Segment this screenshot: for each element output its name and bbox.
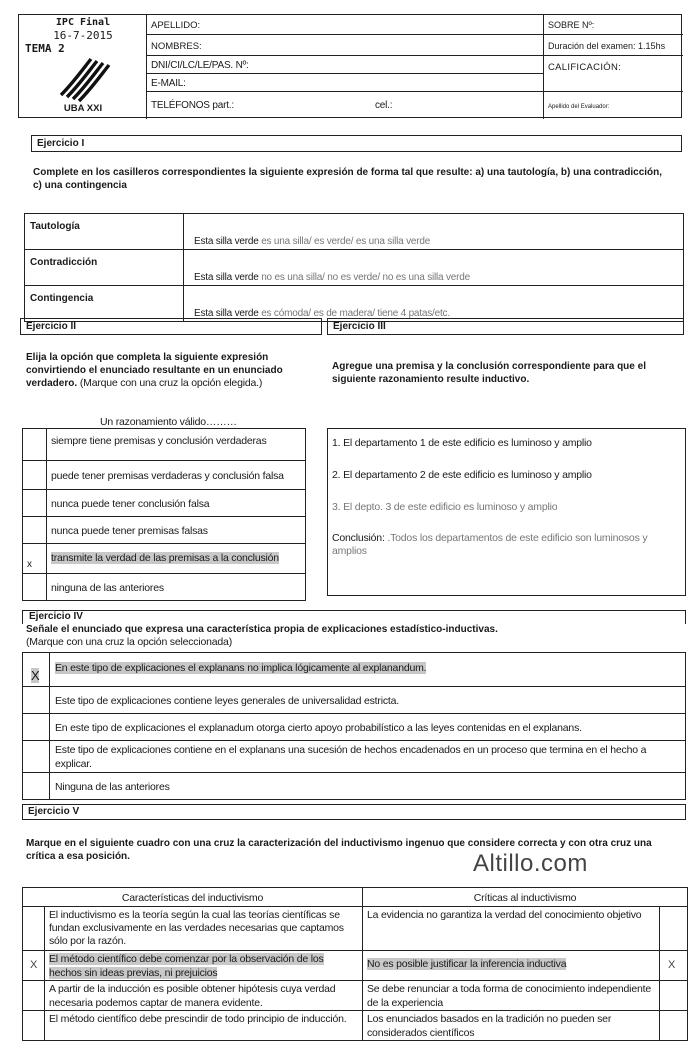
ej4-mark-cell[interactable] <box>23 714 50 741</box>
ej5-col-left-header: Características del inductivismo <box>121 892 264 904</box>
field-duracion: Duración del examen: 1.15hs <box>544 35 683 56</box>
ej2-option-row-selected[interactable]: x transmite la verdad de las premisas a la conclusión <box>23 544 306 574</box>
header-logo-cell <box>19 15 147 119</box>
ej3-conclusion: Conclusión: .Todos los departamentos de este edificio son luminosos y amplios <box>332 532 648 557</box>
ej1-instructions: Complete en los casilleros correspondientes la siguiente expresión de forma tal que resulte: a) una tautología, b) una contradicción, c) una contingencia <box>33 167 663 191</box>
field-dni[interactable]: DNI/CI/LC/LE/PAS. Nº: <box>147 56 543 74</box>
ej5-mark-right[interactable] <box>660 907 688 951</box>
ej4-mark-cell[interactable]: X <box>23 653 50 687</box>
ej2-option-row[interactable]: ninguna de las anteriores <box>23 574 306 601</box>
ej1-table <box>24 213 684 322</box>
ej4-option-row[interactable]: Este tipo de explicaciones contiene leyes generales de universalidad estricta. <box>23 687 686 714</box>
ej1-answer-cell[interactable]: Esta silla verde es una silla/ es verde/ es una silla verde <box>184 214 684 250</box>
ej3-instructions: Agregue una premisa y la conclusión correspondiente para que el siguiente razonamiento resulte inductivo. <box>332 361 646 385</box>
ej1-row-contingencia: Contingencia Esta silla verde es cómoda/ es de madera/ tiene 4 patas/etc. <box>25 286 684 322</box>
uba-logo-icon <box>53 57 113 103</box>
ej2-option-row[interactable]: nunca puede tener premisas falsas <box>23 517 306 544</box>
section-ej4-label: Ejercicio IV <box>22 610 686 624</box>
ej4-option-row[interactable]: Ninguna de las anteriores <box>23 773 686 800</box>
field-sobre[interactable]: SOBRE Nº: <box>544 15 683 35</box>
ej3-argument-box[interactable] <box>327 428 686 596</box>
ej4-instructions-normal: (Marque con una cruz la opción seleccionada) <box>26 636 232 648</box>
field-cel: cel.: <box>375 100 393 111</box>
ej5-row[interactable]: El método científico debe prescindir de todo principio de inducción. Los enunciados basados en la tradición no pueden ser considerados científicos <box>23 1011 688 1041</box>
ej5-row-selected[interactable]: X El método científico debe comenzar por la observación de los hechos sin ideas previas, ni prejuicios No es posible justificar la inferencia inductiva X <box>23 951 688 981</box>
header-student-fields <box>147 15 544 119</box>
ej2-mark-cell[interactable]: x <box>23 544 47 574</box>
ej2-stem: Un razonamiento válido……… <box>100 416 237 428</box>
org-name: UBA XXI <box>63 103 103 114</box>
ej5-mark-right[interactable] <box>660 981 688 1011</box>
section-ej3-label: Ejercicio III <box>327 318 684 335</box>
ej2-mark-cell[interactable] <box>23 429 47 461</box>
ej2-mark-cell[interactable] <box>23 574 47 601</box>
ej5-header-row <box>23 888 688 907</box>
header-exam-info <box>544 15 683 119</box>
ej4-mark-cell[interactable] <box>23 687 50 714</box>
ej2-options-table <box>22 428 306 601</box>
ej2-mark-cell[interactable] <box>23 517 47 544</box>
ej4-instructions-bold: Señale el enunciado que expresa una característica propia de explicaciones estadístico-inductivas. <box>26 624 498 635</box>
ej2-option-row[interactable]: siempre tiene premisas y conclusión verdaderas <box>23 429 306 461</box>
ej1-answer-cell[interactable]: Esta silla verde es cómoda/ es de madera/ tiene 4 patas/etc. <box>184 286 684 322</box>
field-nombres[interactable]: NOMBRES: <box>147 35 543 56</box>
ej2-option-row[interactable]: nunca puede tener conclusión falsa <box>23 490 306 517</box>
field-telefonos[interactable]: TELÉFONOS part.: cel.: <box>151 100 393 111</box>
ej5-row[interactable]: El inductivismo es la teoría según la cual las teorías científicas se fundan exclusivamente en las verdades necesarias que captamos sólo por la razón. La evidencia no garantiza la verdad del conocimiento objetivo <box>23 907 688 951</box>
ej2-mark-cell[interactable] <box>23 490 47 517</box>
ej5-table <box>22 887 688 1041</box>
exam-header <box>18 14 682 118</box>
ej5-mark-left[interactable] <box>23 1011 45 1041</box>
ej3-premise-1: 1. El departamento 1 de este edificio es luminoso y amplio <box>332 437 592 449</box>
ej5-mark-left[interactable] <box>23 907 45 951</box>
ej5-mark-right[interactable]: X <box>660 951 688 981</box>
ej1-row-contradiccion: Contradicción Esta silla verde no es una silla/ no es verde/ no es una silla verde <box>25 250 684 286</box>
ej5-row[interactable]: A partir de la inducción es posible obtener hipótesis cuya verdad necesaria podemos captar de manera evidente. Se debe renunciar a toda forma de conocimiento independiente de la experiencia <box>23 981 688 1011</box>
section-ej2-label: Ejercicio II <box>20 318 322 335</box>
field-apellido[interactable]: APELLIDO: <box>147 15 543 35</box>
ej2-instructions: Elija la opción que completa la siguiente expresión convirtiendo el enunciado resultante en un enunciado verdadero. (Marque con una cruz la opción elegida.) <box>26 352 283 389</box>
ej3-premise-2: 2. El departamento 2 de este edificio es luminoso y amplio <box>332 469 592 481</box>
field-calificacion[interactable]: CALIFICACIÓN: <box>544 56 683 92</box>
ej4-option-row[interactable]: En este tipo de explicaciones el explanadum otorga cierto apoyo probabilístico a las leyes contenidas en el explanans. <box>23 714 686 741</box>
ej1-row-tautologia: Tautología Esta silla verde es una silla/ es verde/ es una silla verde <box>25 214 684 250</box>
section-ej5-label: Ejercicio V <box>22 804 686 820</box>
field-evaluador[interactable]: Apellido del Evaluador: <box>548 104 610 110</box>
ej4-mark-cell[interactable] <box>23 741 50 773</box>
ej4-mark-cell[interactable] <box>23 773 50 800</box>
ej5-mark-left[interactable] <box>23 981 45 1011</box>
ej5-mark-left[interactable]: X <box>23 951 45 981</box>
exam-date: 16-7-2015 <box>53 29 113 42</box>
ej4-options-table <box>22 652 686 800</box>
ej5-instructions: Marque en el siguiente cuadro con una cruz la caracterización del inductivismo ingenuo que considere correcta y con otra cruz una crítica a esa posición. <box>26 838 652 862</box>
ej4-option-row[interactable]: Este tipo de explicaciones contiene en el explanans una sucesión de hechos encadenados en un proceso que termina en el hecho a explicar. <box>23 741 686 773</box>
ej1-answer-cell[interactable]: Esta silla verde no es una silla/ no es verde/ no es una silla verde <box>184 250 684 286</box>
ej2-option-row[interactable]: puede tener premisas verdaderas y conclusión falsa <box>23 461 306 490</box>
ej5-mark-right[interactable] <box>660 1011 688 1041</box>
section-ej1-label: Ejercicio I <box>31 135 682 152</box>
ej3-premise-3: 3. El depto. 3 de este edificio es luminoso y amplio <box>332 501 558 513</box>
ej4-option-row-selected[interactable]: X En este tipo de explicaciones el explanans no implica lógicamente al explanandum. <box>23 653 686 687</box>
altillo-watermark: Altillo.com <box>473 850 588 877</box>
exam-title: IPC Final <box>55 17 111 28</box>
ej2-mark-cell[interactable] <box>23 461 47 490</box>
field-email[interactable]: E-MAIL: <box>147 74 543 92</box>
ej5-col-right-header: Críticas al inductivismo <box>473 892 577 904</box>
tema-label: TEMA 2 <box>25 42 65 55</box>
